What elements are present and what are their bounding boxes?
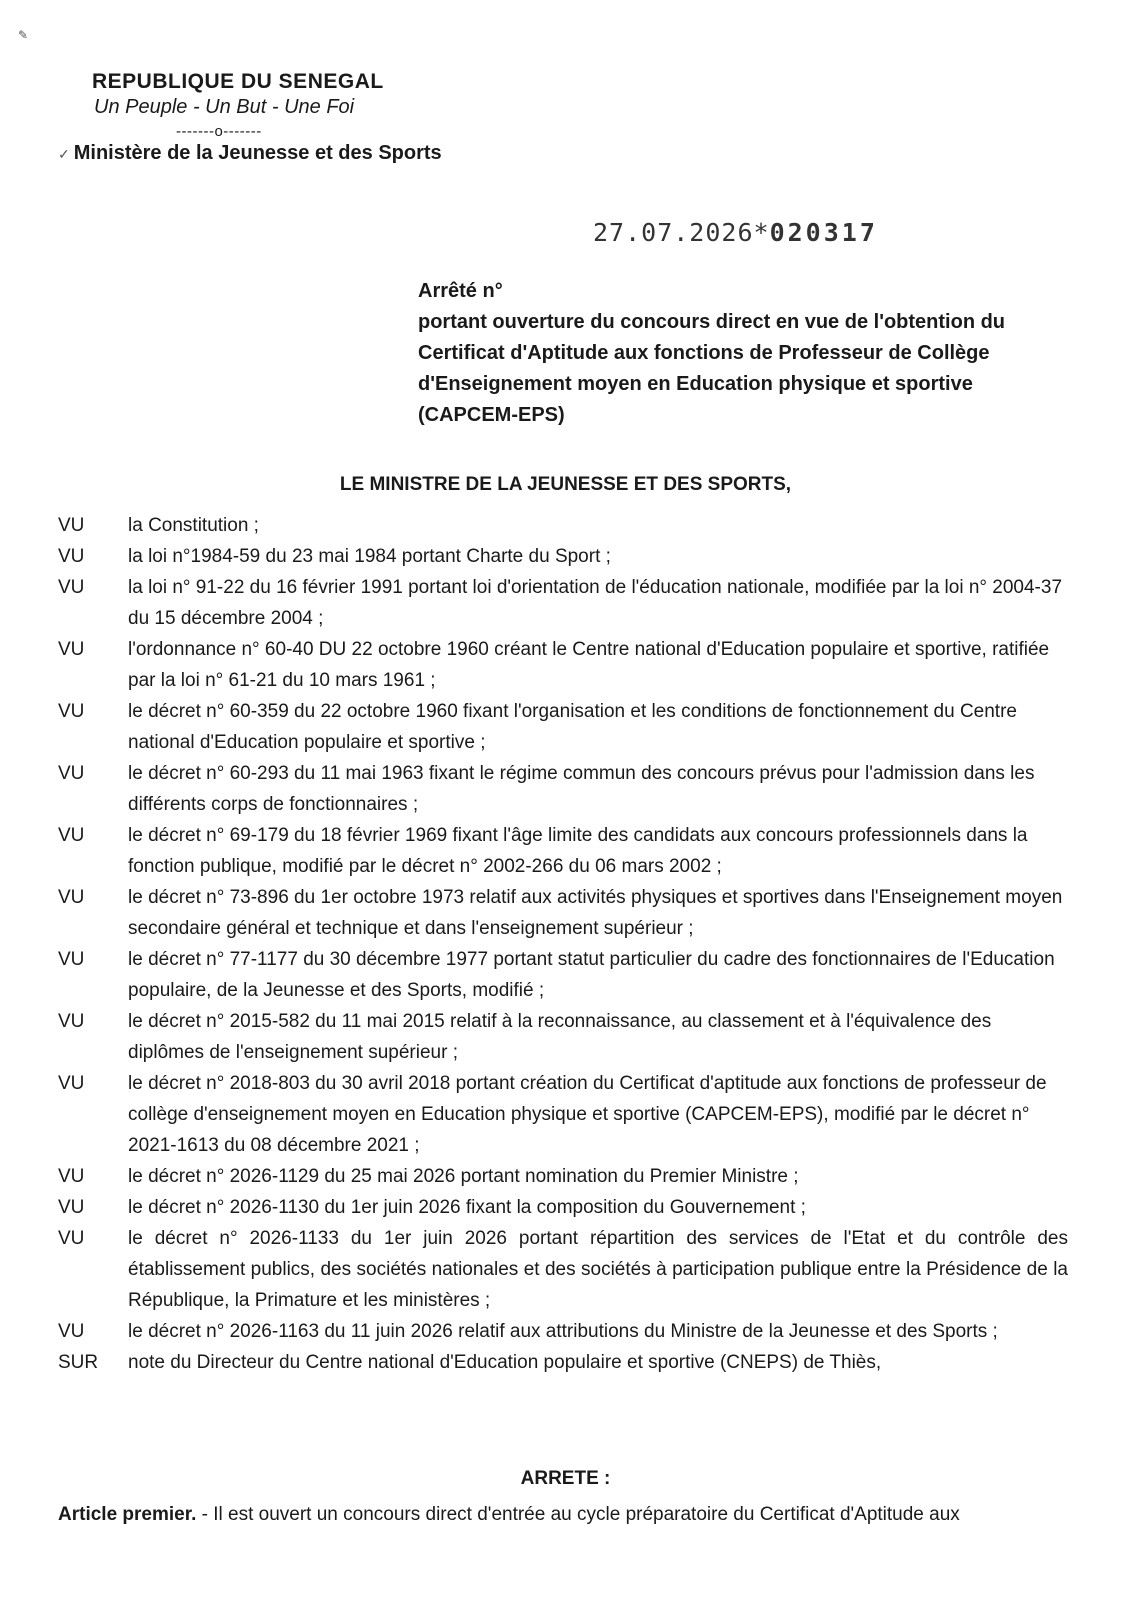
visa-label: SUR bbox=[58, 1352, 99, 1373]
visa-text: le décret n° 2026-1130 du 1er juin 2026 fixant la composition du Gouvernement ; bbox=[128, 1197, 806, 1218]
visa-text: le décret n° 2026-1129 du 25 mai 2026 portant nomination du Premier Ministre ; bbox=[128, 1166, 799, 1187]
visa-item bbox=[58, 882, 1068, 944]
visa-text: le décret n° 69-179 du 18 février 1969 fixant l'âge limite des candidats aux concours professionnels dans la fonction publique, modifié par le décret n° 2002-266 du 06 mars 2002 ; bbox=[128, 825, 1028, 877]
visa-text: note du Directeur du Centre national d'Education populaire et sportive (CNEPS) de Thiès, bbox=[128, 1352, 882, 1373]
stamp-symbol: * bbox=[753, 218, 770, 247]
letterhead bbox=[58, 70, 478, 165]
visa-label: VU bbox=[58, 1321, 85, 1342]
visa-text: le décret n° 73-896 du 1er octobre 1973 relatif aux activités physiques et sportives dans l'Enseignement moyen secondaire général et technique et dans l'enseignement supérieur ; bbox=[128, 887, 1063, 939]
visa-label: VU bbox=[58, 577, 85, 598]
visa-text: la Constitution ; bbox=[128, 515, 259, 536]
visa-label: VU bbox=[58, 1011, 85, 1032]
visa-item bbox=[58, 1006, 1068, 1068]
visa-item bbox=[58, 758, 1068, 820]
visa-label: VU bbox=[58, 763, 85, 784]
visa-text: le décret n° 60-359 du 22 octobre 1960 fixant l'organisation et les conditions de fonctionnement du Centre national d'Education populaire et sportive ; bbox=[128, 701, 1017, 753]
minister-title: LE MINISTRE DE LA JEUNESSE ET DES SPORTS, bbox=[339, 474, 792, 495]
visa-text: le décret n° 2026-1163 du 11 juin 2026 relatif aux attributions du Ministre de la Jeunesse et des Sports ; bbox=[128, 1321, 998, 1342]
visa-item bbox=[58, 1068, 1068, 1161]
visa-item bbox=[58, 1223, 1068, 1316]
visa-item bbox=[58, 944, 1068, 1006]
arrete-label: Arrêté n° bbox=[418, 280, 503, 302]
visa-text: le décret n° 60-293 du 11 mai 1963 fixant le régime commun des concours prévus pour l'admission dans les différents corps de fonctionnaires ; bbox=[128, 763, 1035, 815]
visa-item bbox=[58, 510, 1068, 541]
article-premier bbox=[58, 1499, 1068, 1530]
visa-item bbox=[58, 1347, 1068, 1378]
stamp-number: 020317 bbox=[769, 218, 878, 247]
visa-text: le décret n° 77-1177 du 30 décembre 1977 portant statut particulier du cadre des fonctionnaires de l'Education populaire, de la Jeunesse et des Sports, modifié ; bbox=[128, 949, 1055, 1001]
visa-text: le décret n° 2018-803 du 30 avril 2018 portant création du Certificat d'aptitude aux fonctions de professeur de collège d'enseignement moyen en Education physique et sportive (CAPCEM-EPS), modifié par le décret n° 2021-1613 du 08 décembre 2021 ; bbox=[128, 1073, 1047, 1156]
article-text: - Il est ouvert un concours direct d'entrée au cycle préparatoire du Certificat d'Aptitude aux bbox=[196, 1504, 960, 1525]
visa-text: l'ordonnance n° 60-40 DU 22 octobre 1960 créant le Centre national d'Education populaire et sportive, ratifiée par la loi n° 61-21 du 10 mars 1961 ; bbox=[128, 639, 1050, 691]
registration-stamp bbox=[593, 218, 878, 247]
visa-item bbox=[58, 541, 1068, 572]
stamp-date: 27.07.2026 bbox=[593, 218, 754, 247]
visa-text: le décret n° 2026-1133 du 1er juin 2026 portant répartition des services de l'Etat et du contrôle des établissement publics, des sociétés nationales et des sociétés à participation publique entre la Présidence de la République, la Primature et les ministères ; bbox=[128, 1228, 1068, 1311]
visa-label: VU bbox=[58, 825, 85, 846]
ministry-label: Ministère de la Jeunesse et des Sports bbox=[73, 142, 442, 164]
visa-text: la loi n° 91-22 du 16 février 1991 portant loi d'orientation de l'éducation nationale, modifiée par la loi n° 2004-37 du 15 décembre 2004 ; bbox=[128, 577, 1063, 629]
visa-label: VU bbox=[58, 1073, 85, 1094]
arrete-section-title: ARRETE : bbox=[520, 1468, 611, 1489]
visa-label: VU bbox=[58, 887, 85, 908]
article-label: Article premier. bbox=[58, 1504, 197, 1525]
visa-item bbox=[58, 1316, 1068, 1347]
arrete-heading bbox=[418, 276, 1068, 431]
visa-label: VU bbox=[58, 949, 85, 970]
visa-item bbox=[58, 1161, 1068, 1192]
scan-mark: ✎ bbox=[18, 28, 29, 42]
arrete-title: portant ouverture du concours direct en vue de l'obtention du Certificat d'Aptitude aux fonctions de Professeur de Collège d'Enseignement moyen en Education physique et sportive (CAPCEM-EPS) bbox=[418, 311, 1006, 426]
visa-label: VU bbox=[58, 546, 85, 567]
visa-label: VU bbox=[58, 515, 85, 536]
visa-text: la loi n°1984-59 du 23 mai 1984 portant Charte du Sport ; bbox=[128, 546, 611, 567]
visa-label: VU bbox=[58, 639, 85, 660]
visa-label: VU bbox=[58, 1197, 85, 1218]
national-motto: Un Peuple - Un But - Une Foi bbox=[94, 96, 355, 118]
visa-item bbox=[58, 572, 1068, 634]
tick-mark-icon: ✓ bbox=[58, 146, 70, 162]
visa-list bbox=[58, 510, 1068, 1378]
republic-name: REPUBLIQUE DU SENEGAL bbox=[92, 70, 384, 93]
visa-label: VU bbox=[58, 1166, 85, 1187]
header-separator: -------o------- bbox=[176, 123, 262, 140]
visa-item bbox=[58, 634, 1068, 696]
visa-item bbox=[58, 696, 1068, 758]
visa-label: VU bbox=[58, 701, 85, 722]
visa-item bbox=[58, 820, 1068, 882]
ministry-name bbox=[58, 142, 478, 165]
visa-item bbox=[58, 1192, 1068, 1223]
visa-text: le décret n° 2015-582 du 11 mai 2015 relatif à la reconnaissance, au classement et à l'équivalence des diplômes de l'enseignement supérieur ; bbox=[128, 1011, 992, 1063]
visa-label: VU bbox=[58, 1228, 85, 1249]
